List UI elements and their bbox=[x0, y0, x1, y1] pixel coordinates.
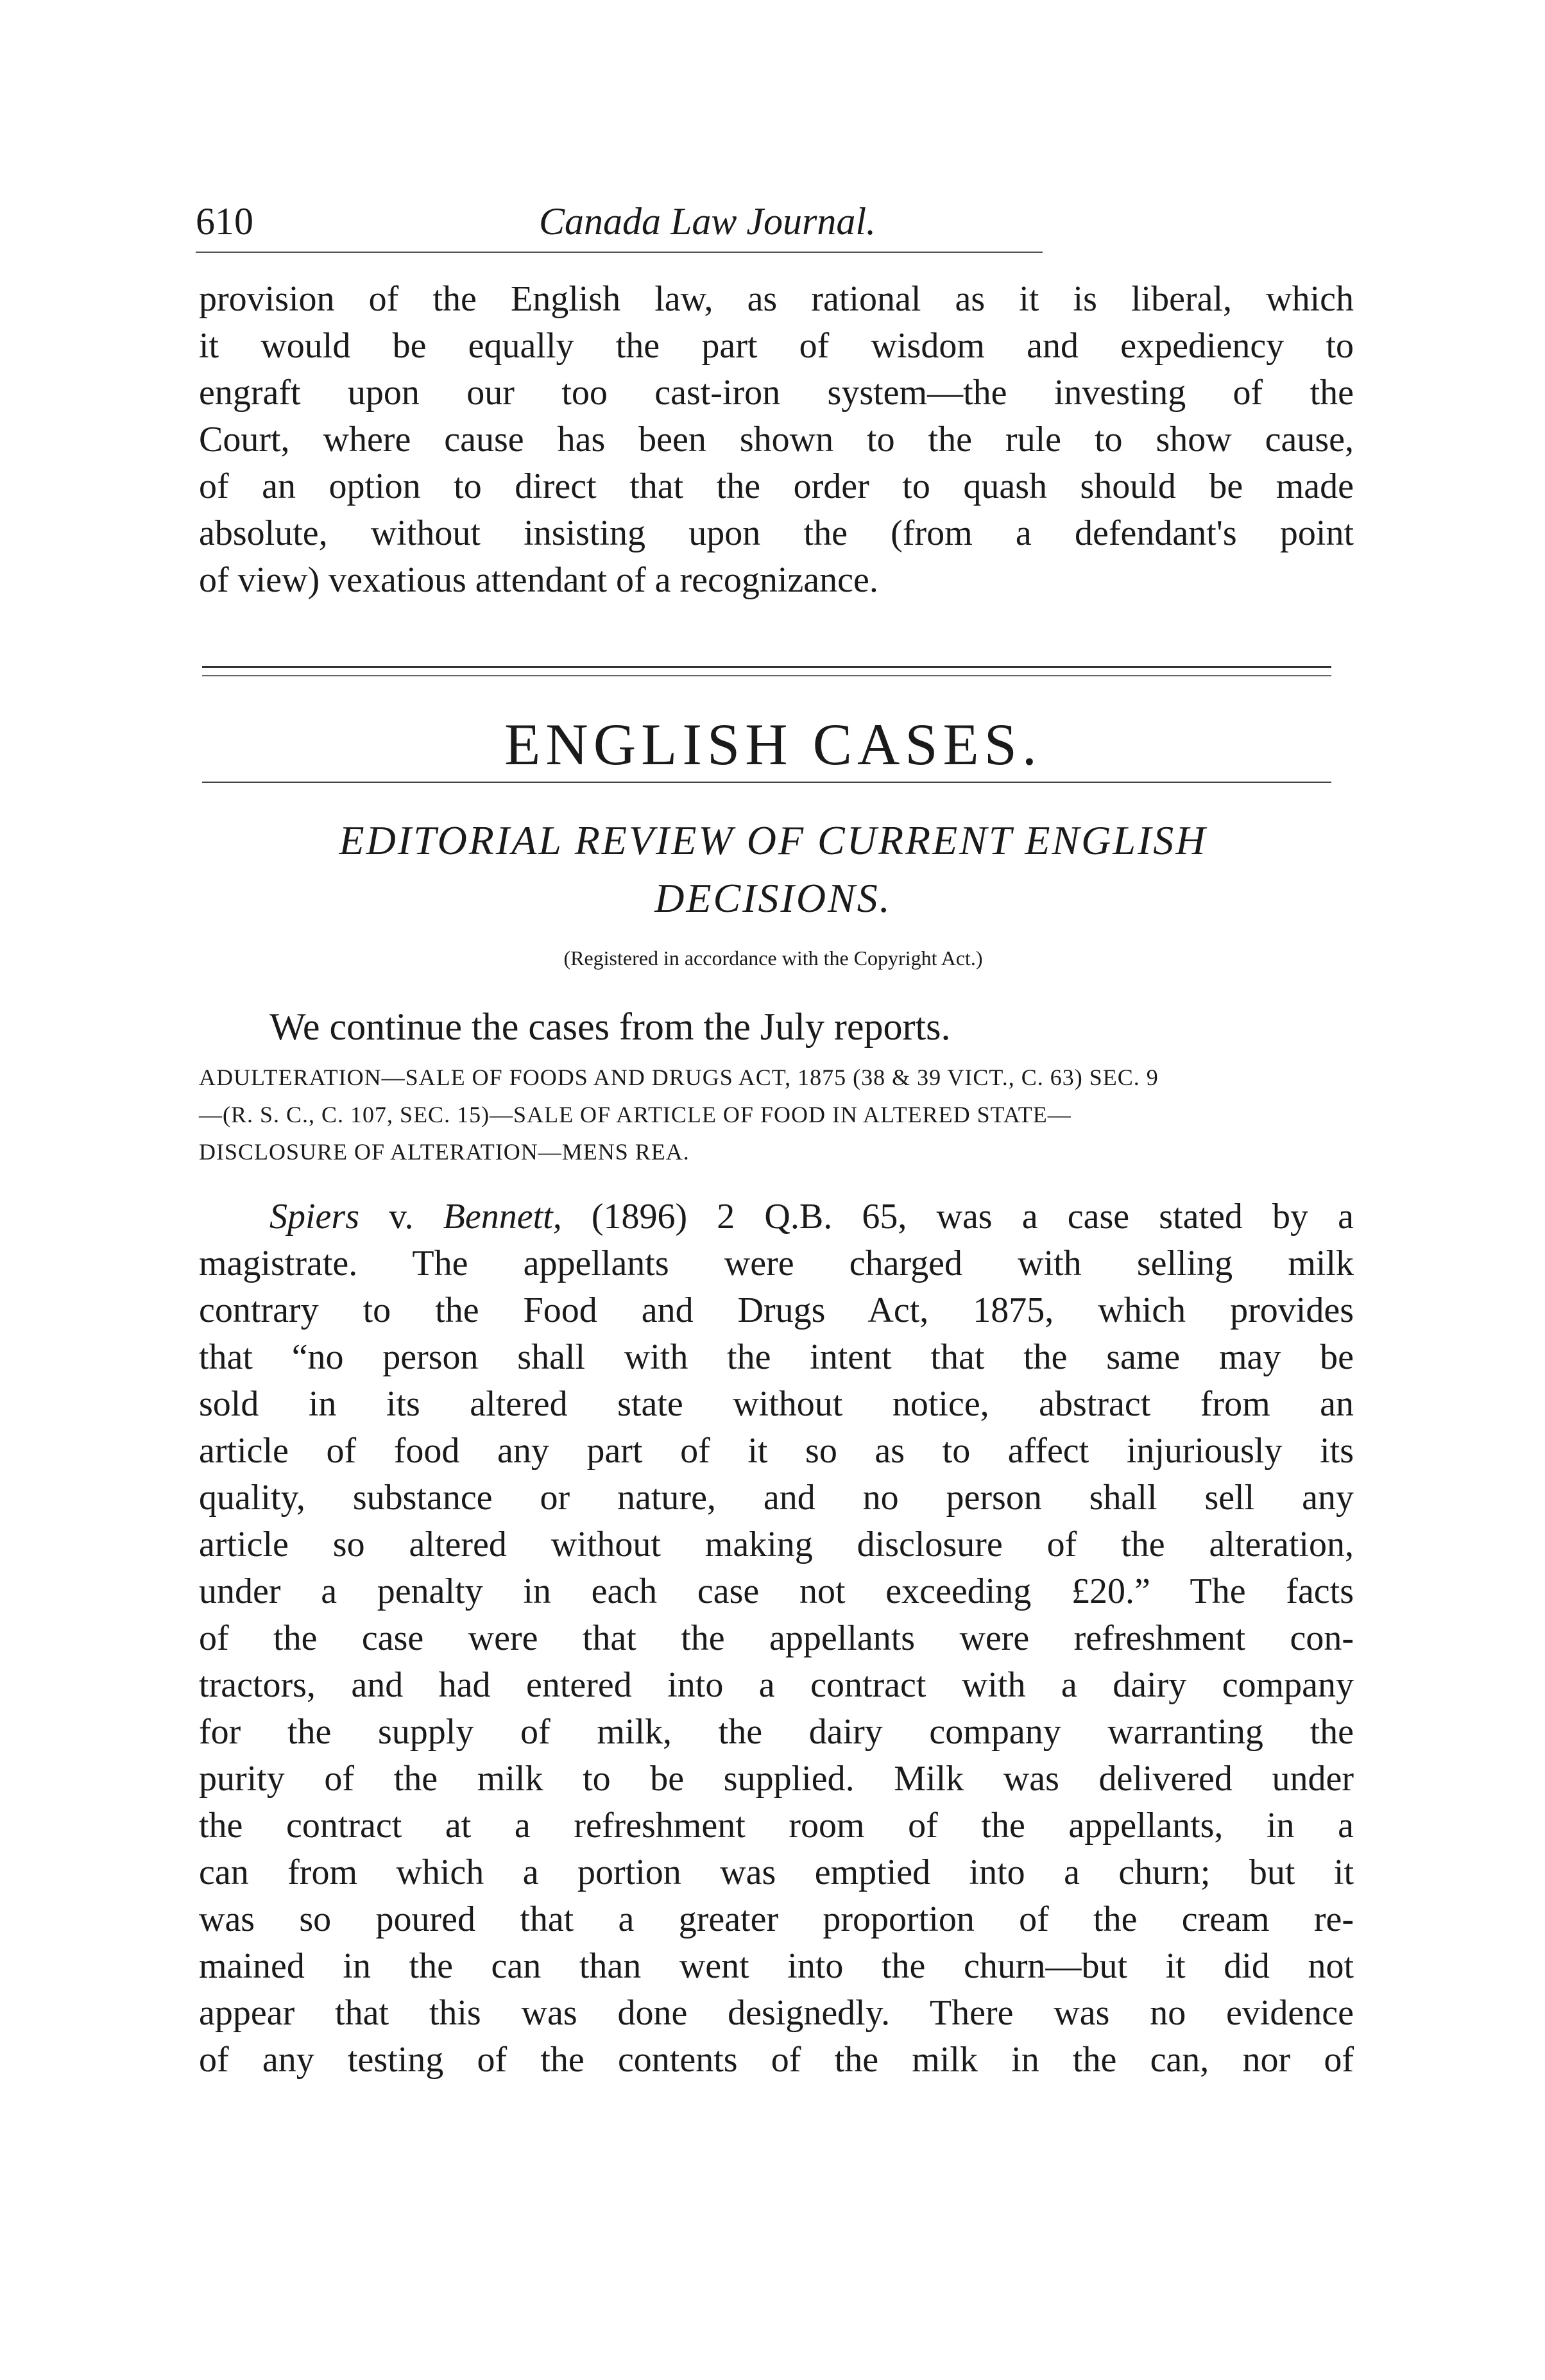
text-line: article of food any part of it so as to affect injuriously its bbox=[199, 1431, 1354, 1471]
text-line: that “no person shall with the intent that the same may be bbox=[199, 1337, 1354, 1377]
text-line: for the supply of milk, the dairy company warranting the bbox=[199, 1712, 1354, 1752]
text-line: of the case were that the appellants were refreshment con- bbox=[199, 1618, 1354, 1658]
heading-rule bbox=[202, 782, 1331, 783]
text-line: the contract at a refreshment room of the appellants, in a bbox=[199, 1806, 1354, 1845]
subheading-line-1: EDITORIAL REVIEW OF CURRENT ENGLISH bbox=[339, 818, 1208, 863]
case-first-line bbox=[199, 1194, 1354, 1240]
text-line: engraft upon our too cast-iron system—the investing of the bbox=[199, 373, 1354, 413]
text-line: contrary to the Food and Drugs Act, 1875, which provides bbox=[199, 1290, 1354, 1330]
continuation-note: We continue the cases from the July reports. bbox=[269, 1006, 951, 1048]
text-line: appear that this was done designedly. There was no evidence bbox=[199, 1993, 1354, 2033]
copyright-note: (Registered in accordance with the Copyright Act.) bbox=[563, 946, 983, 970]
text-line: of any testing of the contents of the milk in the can, nor of bbox=[199, 2040, 1354, 2080]
case-paragraph bbox=[199, 1194, 1354, 2084]
editorial-subheading bbox=[196, 812, 1351, 927]
citation-text: (1896) 2 Q.B. 65, was a case stated by a bbox=[561, 1197, 1354, 1237]
text-line: of an option to direct that the order to quash should be made bbox=[199, 467, 1354, 506]
section-heading: ENGLISH CASES. bbox=[504, 712, 1042, 777]
header-rule bbox=[196, 252, 1043, 253]
text-line: can from which a portion was emptied into a churn; but it bbox=[199, 1853, 1354, 1892]
text-line: mained in the can than went into the churn—but it did not bbox=[199, 1946, 1354, 1986]
text-line: purity of the milk to be supplied. Milk was delivered under bbox=[199, 1759, 1354, 1799]
text-line: provision of the English law, as rational as it is liberal, which bbox=[199, 279, 1354, 319]
case-headnote bbox=[199, 1059, 1347, 1170]
text-line: it would be equally the part of wisdom and expediency to bbox=[199, 326, 1354, 366]
text-line: quality, substance or nature, and no person shall sell any bbox=[199, 1478, 1354, 1518]
plaintiff-name: Spiers bbox=[269, 1197, 359, 1237]
subheading-line-2: DECISIONS. bbox=[654, 875, 892, 921]
intro-paragraph bbox=[199, 276, 1354, 604]
text-line: Court, where cause has been shown to the rule to show cause, bbox=[199, 420, 1354, 459]
text-line: was so poured that a greater proportion of the cream re- bbox=[199, 1899, 1354, 1939]
headnote-line: DISCLOSURE OF ALTERATION—MENS REA. bbox=[199, 1139, 690, 1165]
text-line: absolute, without insisting upon the (from a defendant's point bbox=[199, 513, 1354, 553]
defendant-name: Bennett, bbox=[443, 1197, 562, 1237]
text-line: magistrate. The appellants were charged with selling milk bbox=[199, 1244, 1354, 1283]
text-line: under a penalty in each case not exceeding £20.” The facts bbox=[199, 1571, 1354, 1611]
page-number: 610 bbox=[196, 200, 253, 243]
running-head bbox=[196, 193, 1344, 250]
section-divider-thick bbox=[202, 666, 1331, 668]
headnote-line: —(R. S. C., C. 107, SEC. 15)—SALE OF ARTICLE OF FOOD IN ALTERED STATE— bbox=[199, 1102, 1071, 1127]
text-line: tractors, and had entered into a contract with a dairy company bbox=[199, 1665, 1354, 1705]
journal-title: Canada Law Journal. bbox=[539, 200, 876, 243]
text-line: of view) vexatious attendant of a recognizance. bbox=[199, 560, 878, 600]
versus: v. bbox=[359, 1197, 443, 1237]
headnote-line: ADULTERATION—SALE OF FOODS AND DRUGS ACT, 1875 (38 & 39 VICT., C. 63) SEC. 9 bbox=[199, 1065, 1159, 1090]
text-line: article so altered without making disclosure of the alteration, bbox=[199, 1525, 1354, 1564]
section-divider-thin bbox=[202, 675, 1331, 676]
text-line: sold in its altered state without notice, abstract from an bbox=[199, 1384, 1354, 1424]
